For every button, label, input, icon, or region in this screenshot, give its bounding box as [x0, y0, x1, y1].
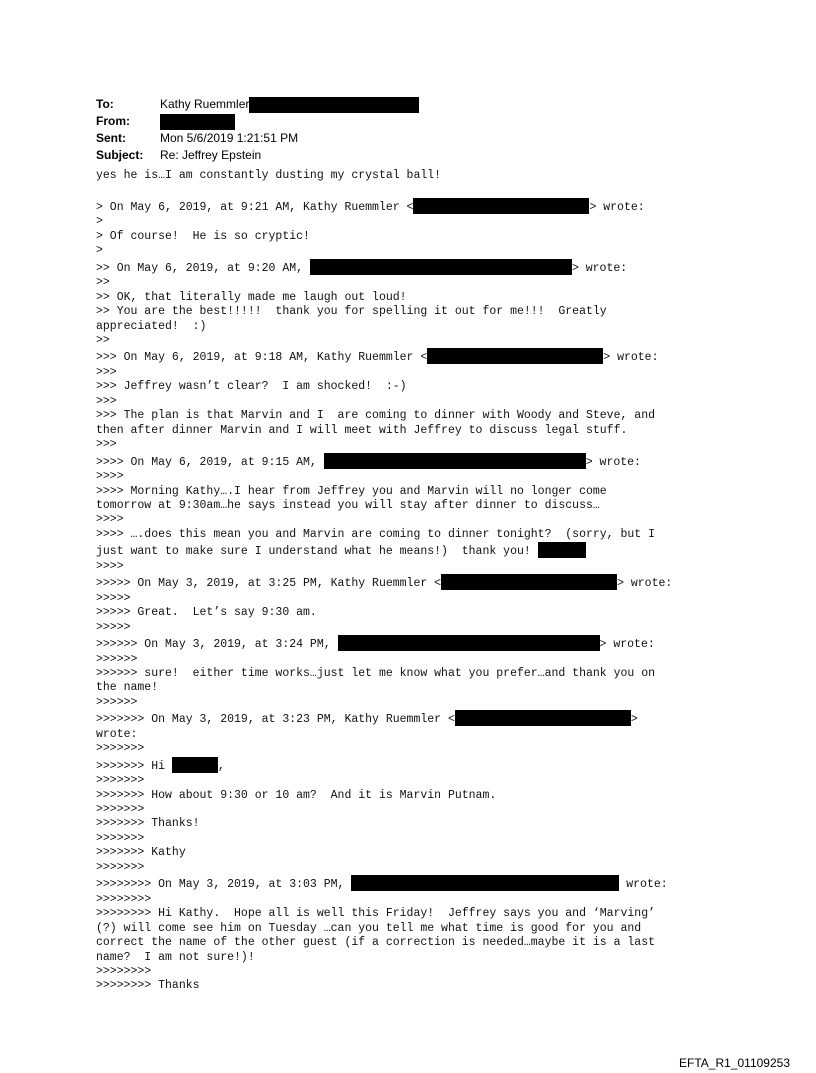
subject-value: Re: Jeffrey Epstein	[160, 148, 262, 162]
body-line: > Of course! He is so cryptic!	[96, 229, 310, 243]
body-line: >>>>>>>	[96, 803, 145, 817]
body-line: >>>>> Great. Let’s say 9:30 am.	[96, 606, 317, 620]
body-line: >> OK, that literally made me laugh out loud!	[96, 290, 407, 304]
body-line: >>>>>>>	[96, 742, 145, 756]
body-line: >>>>>>> Kathy	[96, 846, 186, 860]
body-line: >> You are the best!!!!! thank you for spelling it out for me!!! Greatly	[96, 305, 607, 319]
body-line: >>	[96, 333, 110, 347]
body-line: >>>>>	[96, 620, 131, 634]
body-line: >>>>	[96, 513, 124, 527]
body-line: correct the name of the other guest (if a correction is needed…maybe it is a last	[96, 936, 655, 950]
redaction-bar	[249, 97, 419, 113]
body-line: >>> On May 6, 2019, at 9:18 AM, Kathy Ruemmler < > wrote:	[96, 348, 726, 365]
body-line: >>>>>> On May 3, 2019, at 3:24 PM, > wrote:	[96, 635, 726, 652]
body-line: >>>>>> sure! either time works…just let me know what you prefer…and thank you on	[96, 666, 655, 680]
body-line: >>>>>	[96, 591, 131, 605]
body-line: name? I am not sure!)!	[96, 950, 255, 964]
body-line: >>>>	[96, 559, 124, 573]
body-line: >>>>>>>> Hi Kathy. Hope all is well this Friday! Jeffrey says you and ‘Marving’	[96, 907, 655, 921]
body-line: (?) will come see him on Tuesday …can you tell me what time is good for you and	[96, 921, 642, 935]
subject-label: Subject:	[96, 148, 144, 162]
redaction-bar	[455, 710, 631, 726]
body-line: >>>>>>>> Thanks	[96, 979, 200, 993]
body-line: tomorrow at 9:30am…he says instead you will stay after dinner to discuss…	[96, 498, 600, 512]
body-line: >>	[96, 276, 110, 290]
to-label: To:	[96, 97, 114, 111]
body-line: just want to make sure I understand what he means!) thank you!	[96, 542, 726, 559]
body-line: >>>> On May 6, 2019, at 9:15 AM, > wrote:	[96, 453, 726, 470]
redaction-bar	[160, 114, 235, 130]
redaction-bar	[338, 635, 600, 651]
document-id: EFTA_R1_01109253	[679, 1056, 790, 1070]
to-value: Kathy Ruemmler	[160, 97, 250, 111]
body-line: > On May 6, 2019, at 9:21 AM, Kathy Ruemmler < > wrote:	[96, 198, 726, 215]
body-line: >>>> Morning Kathy….I hear from Jeffrey you and Marvin will no longer come	[96, 484, 607, 498]
body-line: appreciated! :)	[96, 319, 207, 333]
from-label: From:	[96, 114, 130, 128]
sent-value: Mon 5/6/2019 1:21:51 PM	[160, 131, 299, 145]
redaction-bar	[351, 875, 619, 891]
body-line: >> On May 6, 2019, at 9:20 AM, > wrote:	[96, 259, 726, 276]
body-line: >>>>>>> How about 9:30 or 10 am? And it is Marvin Putnam.	[96, 788, 497, 802]
body-line: >>>	[96, 365, 117, 379]
body-line: yes he is…I am constantly dusting my crystal ball!	[96, 169, 442, 182]
body-line: >>>>>>>	[96, 860, 145, 874]
body-line	[96, 183, 726, 197]
body-line: >>>>>>> Thanks!	[96, 817, 200, 831]
email-body	[96, 169, 726, 994]
sent-label: Sent:	[96, 131, 126, 145]
body-line: >>>>> On May 3, 2019, at 3:25 PM, Kathy Ruemmler < > wrote:	[96, 574, 726, 591]
redaction-bar	[427, 348, 603, 364]
redaction-bar	[324, 453, 586, 469]
body-line: >>>	[96, 438, 117, 452]
redaction-bar	[310, 259, 572, 275]
body-line: >>>>	[96, 470, 124, 484]
body-line: >>>>>>> On May 3, 2019, at 3:23 PM, Kathy Ruemmler < >	[96, 710, 726, 727]
redaction-bar	[172, 757, 218, 773]
body-line: >>>>>>> Hi ,	[96, 757, 726, 774]
body-line: >>> Jeffrey wasn’t clear? I am shocked! :-)	[96, 380, 407, 394]
body-line: >>>	[96, 394, 117, 408]
body-line: wrote:	[96, 727, 138, 741]
body-line: the name!	[96, 681, 159, 695]
redaction-bar	[413, 198, 589, 214]
redaction-bar	[441, 574, 617, 590]
body-line: then after dinner Marvin and I will meet with Jeffrey to discuss legal stuff.	[96, 423, 628, 437]
body-line: >>>>>>>	[96, 831, 145, 845]
body-line: >	[96, 215, 103, 229]
redaction-bar	[538, 542, 586, 558]
body-line: >>>>>>>	[96, 774, 145, 788]
body-line: >>> The plan is that Marvin and I are coming to dinner with Woody and Steve, and	[96, 409, 655, 423]
body-line: >>>>>>>> On May 3, 2019, at 3:03 PM, wrote:	[96, 875, 726, 892]
body-line: >>>>>>	[96, 652, 138, 666]
body-line: >>>> ….does this mean you and Marvin are coming to dinner tonight? (sorry, but I	[96, 527, 655, 541]
body-line: >>>>>>>>	[96, 892, 152, 906]
body-line: >	[96, 244, 103, 258]
body-line: >>>>>>>>	[96, 965, 152, 979]
body-line: >>>>>>	[96, 695, 138, 709]
